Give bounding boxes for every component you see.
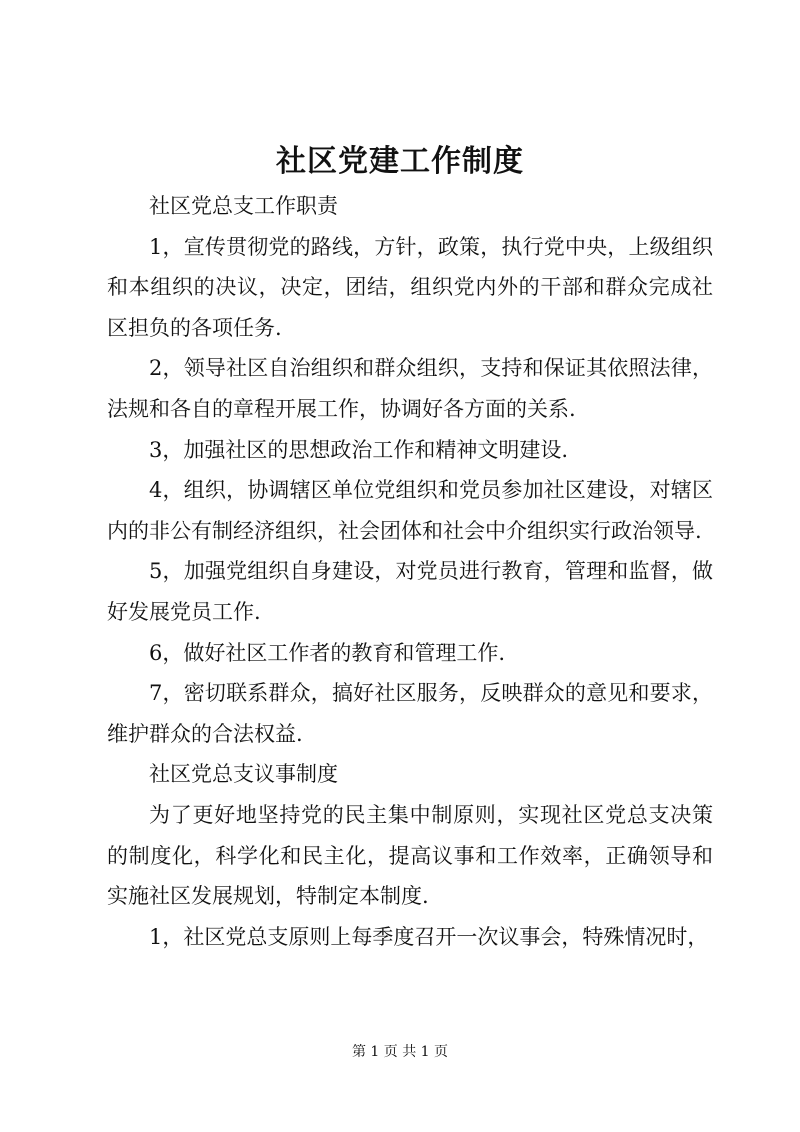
paragraph-duty-5: 5，加强党组织自身建设，对党员进行教育，管理和监督，做好发展党员工作. (107, 559, 713, 624)
document-title: 社区党建工作制度 (276, 144, 524, 179)
section-heading-duties: 社区党总支工作职责 (149, 194, 338, 218)
page-number-footer: 第 1 页 共 1 页 (351, 1044, 449, 1060)
paragraph-duty-3: 3，加强社区的思想政治工作和精神文明建设. (149, 437, 569, 462)
paragraph-duty-7: 7，密切联系群众，搞好社区服务，反映群众的意见和要求，维护群众的合法权益. (107, 681, 713, 746)
paragraph-duty-2: 2，领导社区自治组织和群众组织，支持和保证其依照法律，法规和各自的章程开展工作，协调好各方面的关系. (107, 356, 713, 421)
paragraph-duty-6: 6，做好社区工作者的教育和管理工作. (149, 640, 506, 665)
section-heading-meeting-rules: 社区党总支议事制度 (149, 762, 338, 787)
document-body (107, 186, 713, 957)
paragraph-duty-1: 1，宣传贯彻党的路线，方针，政策，执行党中央，上级组织和本组织的决议，决定，团结，组织党内外的干部和群众完成社区担负的各项任务. (107, 234, 713, 340)
paragraph-meeting-intro: 为了更好地坚持党的民主集中制原则，实现社区党总支决策的制度化，科学化和民主化，提高议事和工作效率，正确领导和实施社区发展规划，特制定本制度. (107, 802, 713, 909)
paragraph-duty-4: 4，组织，协调辖区单位党组织和党员参加社区建设，对辖区内的非公有制经济组织，社会团体和社会中介组织实行政治领导. (107, 478, 713, 543)
paragraph-meeting-rule-1: 1，社区党总支原则上每季度召开一次议事会，特殊情况时， (149, 924, 709, 949)
